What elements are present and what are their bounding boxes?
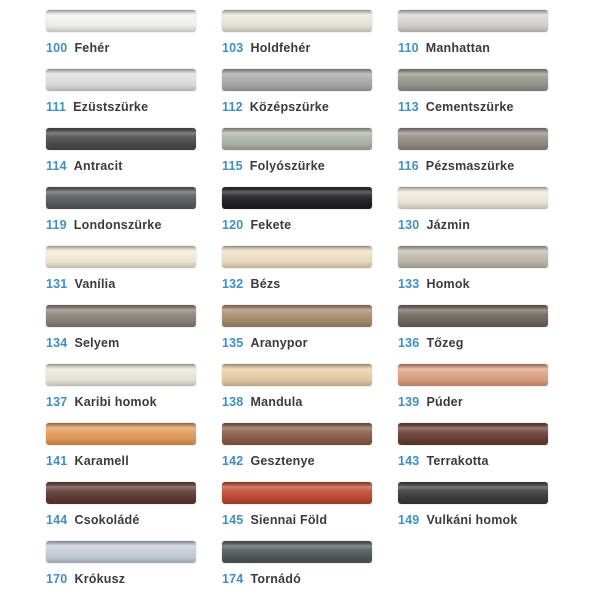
color-code: 149	[398, 513, 420, 527]
color-swatch-label	[222, 395, 372, 409]
color-swatch-item	[222, 305, 372, 364]
color-swatch-bar	[46, 128, 196, 150]
color-code: 111	[46, 100, 67, 114]
color-swatch-bar	[46, 69, 196, 91]
color-swatch-label	[222, 513, 372, 527]
color-swatch-label	[222, 454, 372, 468]
color-name: Krókusz	[74, 572, 126, 586]
color-swatch-bar	[398, 364, 548, 386]
color-code: 143	[398, 454, 420, 468]
color-code: 139	[398, 395, 420, 409]
color-code: 141	[46, 454, 68, 468]
color-name: Gesztenye	[250, 454, 315, 468]
color-swatch-item	[222, 10, 372, 69]
color-code: 114	[46, 159, 67, 173]
color-swatch-label	[398, 100, 548, 114]
color-code: 103	[222, 41, 244, 55]
color-swatch-label	[398, 395, 548, 409]
color-swatch-item	[222, 423, 372, 482]
color-swatch-item	[222, 128, 372, 187]
color-name: Cementszürke	[425, 100, 514, 114]
color-name: Tőzeg	[426, 336, 464, 350]
color-code: 137	[46, 395, 68, 409]
color-name: Holdfehér	[250, 41, 311, 55]
color-swatch-label	[398, 454, 548, 468]
color-name: Homok	[426, 277, 470, 291]
color-swatch-label	[398, 218, 548, 232]
color-swatch-bar	[398, 187, 548, 209]
color-swatch-label	[46, 277, 196, 291]
color-name: Mandula	[250, 395, 303, 409]
color-name: Folyószürke	[249, 159, 325, 173]
color-swatch-item	[46, 128, 196, 187]
color-name: Terrakotta	[426, 454, 489, 468]
color-swatch-bar	[46, 364, 196, 386]
color-swatch-item	[46, 541, 196, 600]
color-code: 131	[46, 277, 68, 291]
color-code: 120	[222, 218, 244, 232]
color-swatch-bar	[398, 305, 548, 327]
color-swatch-bar	[398, 482, 548, 504]
color-code: 134	[46, 336, 68, 350]
color-name: Ezüstszürke	[73, 100, 149, 114]
color-code: 144	[46, 513, 68, 527]
color-code: 100	[46, 41, 68, 55]
color-code: 116	[398, 159, 419, 173]
color-swatch-bar	[222, 128, 372, 150]
color-swatch-bar	[46, 541, 196, 563]
color-swatch-label	[398, 336, 548, 350]
color-name: Púder	[426, 395, 463, 409]
color-swatch-item	[222, 69, 372, 128]
color-swatch-bar	[46, 10, 196, 32]
color-swatch-item	[46, 187, 196, 246]
color-swatch-item	[222, 541, 372, 600]
color-code: 136	[398, 336, 420, 350]
color-code: 132	[222, 277, 244, 291]
color-swatch-item	[222, 364, 372, 423]
color-name: Selyem	[74, 336, 120, 350]
color-swatch-item	[398, 128, 548, 187]
color-swatch-item	[46, 69, 196, 128]
color-swatch-label	[222, 336, 372, 350]
color-swatch-label	[222, 159, 372, 173]
color-code: 142	[222, 454, 244, 468]
color-swatch-item	[398, 187, 548, 246]
color-swatch-bar	[398, 423, 548, 445]
color-swatch-bar	[398, 246, 548, 268]
color-name: Csokoládé	[74, 513, 140, 527]
color-swatch-item	[46, 482, 196, 541]
color-name: Aranypor	[250, 336, 308, 350]
color-name: Pézsmaszürke	[425, 159, 515, 173]
color-swatch-item	[222, 482, 372, 541]
color-swatch-grid	[46, 10, 600, 600]
color-name: Karibi homok	[74, 395, 157, 409]
color-swatch-label	[398, 159, 548, 173]
color-swatch-label	[222, 100, 372, 114]
color-swatch-item	[398, 482, 548, 541]
color-name: Tornádó	[250, 572, 301, 586]
color-swatch-label	[222, 218, 372, 232]
color-swatch-bar	[398, 69, 548, 91]
color-code: 113	[398, 100, 419, 114]
color-code: 115	[222, 159, 243, 173]
color-name: Vulkáni homok	[426, 513, 518, 527]
color-swatch-label	[222, 572, 372, 586]
color-name: Siennai Föld	[250, 513, 328, 527]
color-swatch-item	[398, 69, 548, 128]
color-swatch-label	[46, 572, 196, 586]
color-code: 110	[398, 41, 419, 55]
color-swatch-label	[46, 336, 196, 350]
color-name: Jázmin	[426, 218, 471, 232]
color-swatch-bar	[46, 187, 196, 209]
color-name: Fehér	[74, 41, 110, 55]
color-swatch-bar	[222, 10, 372, 32]
color-swatch-label	[46, 218, 196, 232]
color-name: Bézs	[250, 277, 281, 291]
color-name: Fekete	[250, 218, 292, 232]
color-code: 112	[222, 100, 243, 114]
color-swatch-item	[46, 10, 196, 69]
color-swatch-bar	[222, 364, 372, 386]
color-code: 138	[222, 395, 244, 409]
color-swatch-item	[46, 364, 196, 423]
color-swatch-item	[398, 423, 548, 482]
color-swatch-item	[46, 423, 196, 482]
color-code: 130	[398, 218, 420, 232]
color-swatch-bar	[222, 246, 372, 268]
color-code: 170	[46, 572, 68, 586]
color-code: 133	[398, 277, 420, 291]
color-swatch-item	[46, 246, 196, 305]
color-swatch-bar	[46, 423, 196, 445]
color-code: 174	[222, 572, 244, 586]
color-swatch-bar	[222, 187, 372, 209]
color-code: 135	[222, 336, 244, 350]
color-swatch-item	[398, 364, 548, 423]
color-name: Antracit	[73, 159, 123, 173]
color-swatch-bar	[46, 246, 196, 268]
color-swatch-bar	[222, 69, 372, 91]
color-name: Karamell	[74, 454, 129, 468]
color-swatch-label	[46, 159, 196, 173]
color-swatch-bar	[398, 128, 548, 150]
color-swatch-item	[46, 305, 196, 364]
color-code: 145	[222, 513, 244, 527]
color-swatch-bar	[398, 10, 548, 32]
color-swatch-item	[398, 246, 548, 305]
color-swatch-item	[398, 305, 548, 364]
color-swatch-label	[222, 277, 372, 291]
color-name: Középszürke	[249, 100, 330, 114]
color-swatch-bar	[46, 305, 196, 327]
color-swatch-bar	[222, 541, 372, 563]
color-name: Vanília	[74, 277, 116, 291]
color-swatch-label	[46, 395, 196, 409]
color-swatch-label	[46, 41, 196, 55]
color-swatch-label	[398, 277, 548, 291]
color-swatch-label	[46, 100, 196, 114]
color-swatch-label	[46, 513, 196, 527]
color-swatch-label	[222, 41, 372, 55]
color-swatch-label	[398, 41, 548, 55]
color-swatch-bar	[46, 482, 196, 504]
color-name: Manhattan	[425, 41, 491, 55]
color-name: Londonszürke	[73, 218, 162, 232]
color-swatch-bar	[222, 423, 372, 445]
color-swatch-item	[222, 187, 372, 246]
color-code: 119	[46, 218, 67, 232]
color-swatch-label	[398, 513, 548, 527]
color-swatch-item	[398, 10, 548, 69]
color-swatch-bar	[222, 482, 372, 504]
color-swatch-label	[46, 454, 196, 468]
color-swatch-bar	[222, 305, 372, 327]
color-swatch-item	[222, 246, 372, 305]
